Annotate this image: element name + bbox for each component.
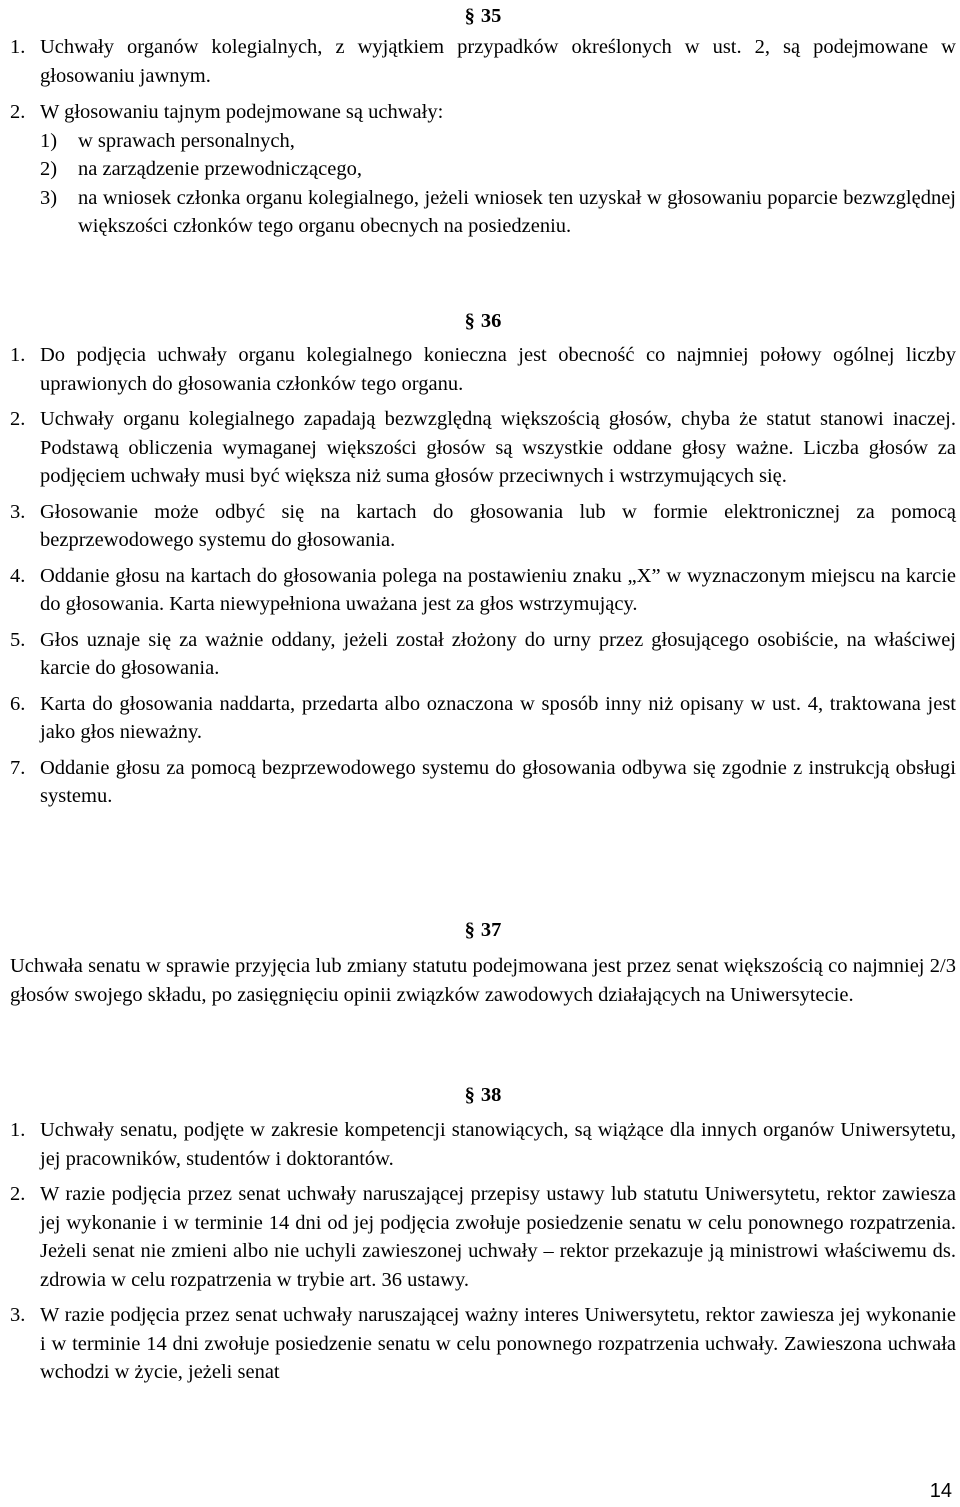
section-number: 36 [480, 310, 502, 332]
list-item [10, 155, 956, 184]
list-item-text: na wniosek członka organu kolegialnego, jeżeli wniosek ten uzyskał w głosowaniu poparcie bezwzględnej większości członków tego organu obecnych na posiedzeniu. [78, 186, 956, 237]
paragraph-number: 2. [10, 101, 26, 123]
paragraph-1 [10, 341, 956, 398]
section-heading-35 [10, 2, 956, 30]
list-item-text: w sprawach personalnych, [78, 129, 295, 152]
paragraph-6 [10, 690, 956, 747]
paragraph-text: W razie podjęcia przez senat uchwały naruszającej ważny interes Uniwersytetu, rektor zawiesza jej wykonanie i w terminie 14 dni zwołuje posiedzenie senatu w celu ponownego rozpatrzenia uchwały. Zawieszona uchwała wchodzi w życie, jeżeli senat [40, 1304, 956, 1383]
paragraph-text: Głosowanie może odbyć się na kartach do głosowania lub w formie elektronicznej za pomocą bezprzewodowego systemu do głosowania. [40, 500, 956, 551]
paragraph-number: 3. [10, 1304, 26, 1326]
paragraph-7 [10, 754, 956, 811]
paragraph-number: 1. [10, 36, 26, 58]
paragraph-4 [10, 562, 956, 619]
paragraph-5 [10, 626, 956, 683]
paragraph-text: W razie podjęcia przez senat uchwały naruszającej przepisy ustawy lub statutu Uniwersytetu, rektor zawiesza jej wykonanie i w terminie 14 dni od jej podjęcia zwołuje posiedzenie senatu w celu ponownego rozpatrzenia. Jeżeli senat nie zmieni albo nie uchyli zawieszonej uchwały – rektor przekazuje ją ministrowi właściwemu ds. zdrowia w celu rozpatrzenia w trybie art. 36 ustawy. [40, 1183, 956, 1291]
section-body-35 [10, 33, 956, 241]
paragraph-2 [10, 1180, 956, 1294]
paragraph-text: Uchwały organów kolegialnych, z wyjątkiem przypadków określonych w ust. 2, są podejmowane w głosowaniu jawnym. [40, 36, 956, 87]
section-body-36 [10, 341, 956, 811]
section-heading-37 [10, 916, 956, 944]
paragraph-number: 7. [10, 756, 26, 779]
section-sign: § [464, 919, 475, 941]
paragraph-2 [10, 98, 956, 127]
paragraph-text: Głos uznaje się za ważnie oddany, jeżeli został złożony do urny przez głosującego osobiście, na właściwej karcie do głosowania. [40, 628, 956, 679]
paragraph-3 [10, 1301, 956, 1387]
paragraph-text: Uchwały organu kolegialnego zapadają bezwzględną większością głosów, chyba że statut stanowi inaczej. Podstawą obliczenia wymaganej większości głosów są wszystkie oddane głosy ważne. Liczba głosów za podjęciem uchwały musi być większa niż suma głosów przeciwnych i wstrzymujących się. [40, 408, 956, 487]
paragraph-number: 6. [10, 692, 26, 715]
list-item-text: na zarządzenie przewodniczącego, [78, 158, 362, 180]
section-number: 37 [480, 919, 502, 941]
list-item-number: 2) [40, 158, 58, 180]
section-body-37: Uchwała senatu w sprawie przyjęcia lub zmiany statutu podejmowana jest przez senat większością co najmniej 2/3 głosów swojego składu, po zasięgnięciu opinii związków zawodowych działających na Uniwersytecie. [10, 955, 956, 1006]
section-sign: § [464, 310, 475, 332]
paragraph-number: 2. [10, 408, 26, 430]
paragraph-number: 4. [10, 564, 26, 587]
section-number: 38 [480, 1084, 502, 1106]
section-heading-38 [10, 1081, 956, 1109]
paragraph-number: 5. [10, 628, 26, 651]
page-number: 14 [929, 1480, 952, 1502]
list-item-number: 1) [40, 129, 58, 152]
paragraph-number: 1. [10, 1119, 26, 1141]
paragraph-1 [10, 33, 956, 90]
paragraph-text: Uchwały senatu, podjęte w zakresie kompetencji stanowiących, są wiążące dla innych organów Uniwersytetu, jej pracowników, studentów i doktorantów. [40, 1119, 956, 1170]
paragraph-text: Oddanie głosu za pomocą bezprzewodowego systemu do głosowania odbywa się zgodnie z instrukcją obsługi systemu. [40, 756, 956, 807]
paragraph-number: 3. [10, 500, 26, 523]
paragraph-text: W głosowaniu tajnym podejmowane są uchwały: [40, 101, 444, 123]
paragraph-1 [10, 1116, 956, 1173]
section-number: 35 [480, 5, 502, 27]
section-heading-36 [10, 307, 956, 335]
paragraph-number: 2. [10, 1183, 26, 1205]
paragraph-number: 1. [10, 344, 26, 366]
paragraph-text: Do podjęcia uchwały organu kolegialnego konieczna jest obecność co najmniej połowy ogólnej liczby uprawionych do głosowania członków tego organu. [40, 344, 956, 395]
paragraph-text: Karta do głosowania naddarta, przedarta albo oznaczona w sposób inny niż opisany w ust. 4, traktowana jest jako głos nieważny. [40, 692, 956, 743]
paragraph-3 [10, 498, 956, 555]
paragraph-text: Oddanie głosu na kartach do głosowania polega na postawieniu znaku „X” w wyznaczonym miejscu na karcie do głosowania. Karta niewypełniona uważana jest za głos wstrzymujący. [40, 564, 956, 615]
paragraph-2 [10, 405, 956, 491]
section-sign: § [464, 1084, 475, 1106]
section-sign: § [464, 5, 475, 27]
list-item-number: 3) [40, 186, 58, 209]
list-item [10, 127, 956, 156]
list-item [10, 184, 956, 241]
section-body-38 [10, 1116, 956, 1387]
